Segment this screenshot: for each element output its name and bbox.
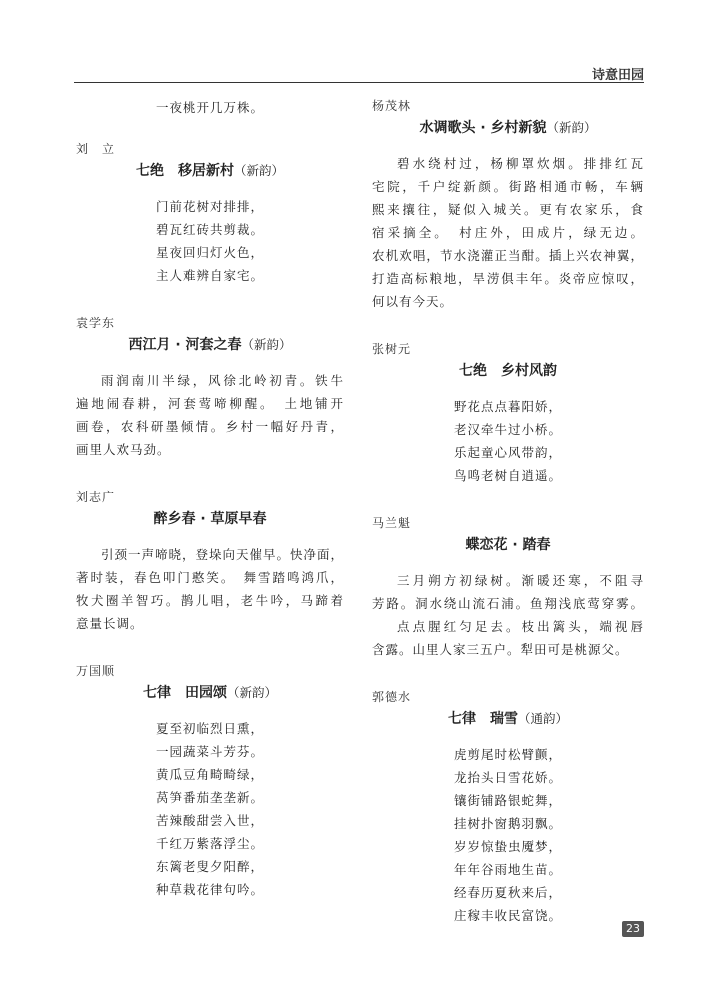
- poem-title-text: 水调歌头 · 乡村新貌: [419, 120, 547, 136]
- poem-author: 郭德水: [372, 690, 412, 704]
- poem-title-text: 七律 瑞雪: [447, 711, 518, 727]
- poem-body: [76, 717, 344, 901]
- rhyme-note: （新韵）: [546, 120, 597, 135]
- poem-line: 老汉牵牛过小桥。: [453, 422, 562, 437]
- poem-line: 碧瓦红砖共剪裁。: [155, 222, 264, 237]
- poem-line: 年年谷雨地生苗。: [453, 862, 562, 877]
- poem-body: [372, 152, 644, 313]
- poem-line: 东篱老叟夕阳醉，: [155, 859, 264, 874]
- section-title: 诗意田园: [591, 68, 644, 83]
- poem-title: [76, 507, 344, 531]
- poem-line: 一园蔬菜斗芳芬。: [155, 744, 264, 759]
- poem-line: 农机欢唱，节水浇灌正当酣。插上兴农神翼，: [372, 248, 644, 263]
- poem-line: 虎剪尾时松臂颤，: [453, 747, 562, 762]
- poem-title-text: 醉乡春 · 草原早春: [153, 511, 267, 527]
- poem-line: 乐起童心风带韵，: [453, 445, 562, 460]
- poem-title: [372, 359, 644, 383]
- poem-line: 牧犬圈羊智巧。鹊儿唱，老牛吟，马蹄着: [76, 593, 344, 608]
- poem-author: 袁学东: [76, 316, 116, 330]
- poem-line: 芳路。洞水绕山流石浦。鱼翔浅底莺穿雾。: [372, 596, 644, 611]
- poem-title: [76, 333, 344, 357]
- poem-author: 万国顺: [76, 664, 116, 678]
- poem-author: 张树元: [372, 342, 412, 356]
- poem-author: 杨茂林: [372, 99, 412, 113]
- poem-title-text: 七绝 乡村风韵: [459, 363, 557, 379]
- page-number: 23: [622, 921, 644, 937]
- poem-line: 庄稼丰收民富饶。: [453, 908, 562, 923]
- poem-body: [76, 195, 344, 287]
- poem-line: 镶街铺路银蛇舞，: [453, 793, 562, 808]
- poem-body: [372, 569, 644, 661]
- right-column: [372, 96, 644, 927]
- poem-line: 含露。山里人家三五户。犁田可是桃源父。: [372, 642, 629, 657]
- poem-line: 熙来攘往，疑似入城关。更有农家乐，食: [372, 202, 644, 217]
- poem-line: 遍地闹春耕，河套莺啼柳醒。 土地铺开: [76, 396, 344, 411]
- poem-author: 刘志广: [76, 490, 116, 504]
- poem-title: [372, 116, 644, 140]
- poem-title-text: 七律 田园颂: [142, 685, 227, 701]
- poem-line: 主人难辨自家宅。: [155, 268, 264, 283]
- poem-title: [76, 681, 344, 705]
- poem-line: 岁岁惊蛰虫魇梦，: [453, 839, 562, 854]
- poem-line: 门前花树对排排，: [155, 199, 264, 214]
- poem-line: 夏至初临烈日熏，: [155, 721, 264, 736]
- poem-line: 雨润南川半绿，风徐北岭初青。铁牛: [101, 373, 344, 388]
- poem-line: 挂树扑窗鹅羽飘。: [453, 816, 562, 831]
- poem-author: 刘 立: [76, 142, 116, 156]
- poem-line: 点点腥红匀足去。枝出篱头，端视唇: [397, 619, 644, 634]
- poem-line: 莴笋番茄垄垄新。: [155, 790, 264, 805]
- poem-line: 宅院，千户绽新颜。街路相通市畅，车辆: [372, 179, 644, 194]
- poem-line: 画卷，农科研墨倾情。乡村一幅好丹青，: [76, 419, 344, 434]
- poem-title: [76, 159, 344, 183]
- rhyme-note: （通韵）: [517, 711, 568, 726]
- poem-body: [372, 395, 644, 487]
- header-rule: [74, 82, 644, 83]
- poem-line: 碧水绕村过，杨柳罩炊烟。排排红瓦: [397, 156, 644, 171]
- poem-title-text: 蝶恋花 · 踏春: [465, 537, 551, 553]
- poem-line: 引颈一声啼晓，登垛向天催早。快净面，: [101, 547, 345, 562]
- continued-line: 一夜桃开几万株。: [155, 100, 264, 115]
- poem-title: [372, 533, 644, 557]
- poem-line: 龙抬头日雪花娇。: [453, 770, 562, 785]
- poem-title-text: 七绝 移居新村: [135, 163, 234, 179]
- poem-line: 意量长调。: [76, 616, 144, 631]
- poem-body: [372, 743, 644, 927]
- poem-title: [372, 707, 644, 731]
- continued-poem: [76, 96, 344, 119]
- rhyme-note: （新韵）: [241, 337, 292, 352]
- poem-line: 种草栽花律句吟。: [155, 882, 264, 897]
- poem-line: 何以有今天。: [372, 294, 454, 309]
- poem-line: 三月朔方初绿树。渐暖还寒，不阻寻: [397, 573, 644, 588]
- poem-author: 马兰魁: [372, 516, 412, 530]
- poem-body: [76, 543, 344, 635]
- poem-body: [76, 369, 344, 461]
- poem-line: 苦辣酸甜尝入世，: [155, 813, 264, 828]
- poem-line: 鸟鸣老树自逍遥。: [453, 468, 562, 483]
- poem-line: 黄瓜豆角畸畸绿，: [155, 767, 264, 782]
- rhyme-note: （新韵）: [226, 685, 277, 700]
- poem-line: 千红万紫落浮尘。: [155, 836, 264, 851]
- poem-line: 打造高标粮地，旱涝俱丰年。炎帝应惊叹，: [372, 271, 644, 286]
- left-column: [76, 96, 344, 901]
- poem-line: 宿采摘全。 村庄外，田成片，绿无边。: [372, 225, 644, 240]
- poem-line: 著时装，春色叩门憨笑。 舞雪踏鸣鸿爪，: [76, 570, 344, 585]
- poem-line: 星夜回归灯火色，: [155, 245, 264, 260]
- rhyme-note: （新韵）: [233, 163, 284, 178]
- poem-line: 画里人欢马劲。: [76, 442, 171, 457]
- poem-line: 经春历夏秋来后，: [453, 885, 562, 900]
- poem-title-text: 西江月 · 河套之春: [128, 337, 242, 353]
- poem-line: 野花点点暮阳娇，: [453, 399, 562, 414]
